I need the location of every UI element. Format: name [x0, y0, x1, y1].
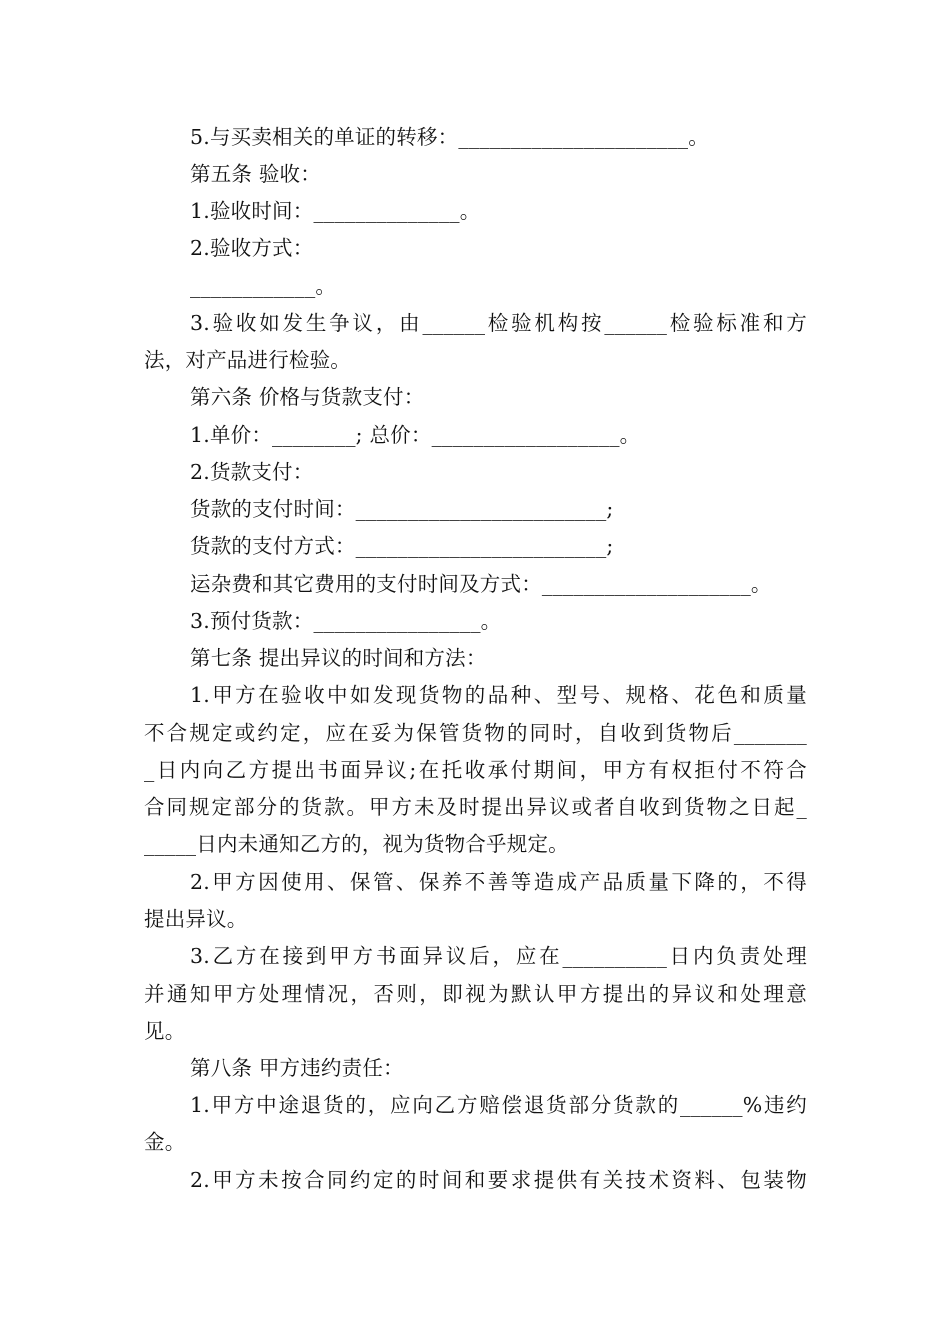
text-line: 2.验收方式：	[190, 236, 314, 260]
text-line: 金。	[144, 1130, 186, 1154]
article-heading: 第七条 提出异议的时间和方法：	[190, 646, 487, 670]
text-line: 合同规定部分的货款。甲方未及时提出异议或者自收到货物之日起_	[144, 795, 807, 819]
text-line: 运杂费和其它费用的支付时间及方式：____________________。	[190, 572, 772, 596]
text-line: 2.甲方因使用、保管、保养不善等造成产品质量下降的，不得	[190, 870, 807, 894]
text-line: _____日内未通知乙方的，视为货物合乎规定。	[144, 832, 569, 856]
text-line: 3.验收如发生争议，由______检验机构按______检验标准和方	[190, 311, 807, 335]
text-line: 1.验收时间：______________。	[190, 199, 481, 223]
text-line: 1.甲方在验收中如发现货物的品种、型号、规格、花色和质量	[190, 683, 807, 707]
text-line: 1.甲方中途退货的，应向乙方赔偿退货部分货款的______%违约	[190, 1093, 807, 1117]
article-heading: 第八条 甲方违约责任：	[190, 1056, 404, 1080]
text-line: 2.甲方未按合同约定的时间和要求提供有关技术资料、包装物	[190, 1168, 807, 1192]
text-line: 货款的支付时间：________________________;	[190, 497, 614, 521]
text-line: 3.乙方在接到甲方书面异议后，应在__________日内负责处理	[190, 944, 807, 968]
text-line: 1.单价：________; 总价：__________________。	[190, 423, 641, 447]
text-line: 见。	[144, 1019, 186, 1043]
text-line: 不合规定或约定，应在妥为保管货物的同时，自收到货物后_______	[144, 721, 807, 745]
text-line: _日内向乙方提出书面异议;在托收承付期间，甲方有权拒付不符合	[144, 758, 807, 782]
text-line: 法，对产品进行检验。	[144, 348, 351, 372]
article-heading: 第五条 验收：	[190, 162, 321, 186]
text-line: 2.货款支付：	[190, 460, 314, 484]
text-line: 3.预付货款：________________。	[190, 609, 502, 633]
text-line: 5.与买卖相关的单证的转移：______________________。	[190, 125, 709, 149]
article-heading: 第六条 价格与货款支付：	[190, 385, 425, 409]
text-line: ____________。	[190, 274, 337, 298]
text-line: 并通知甲方处理情况，否则，即视为默认甲方提出的异议和处理意	[144, 982, 807, 1006]
text-line: 货款的支付方式：________________________;	[190, 534, 614, 558]
text-line: 提出异议。	[144, 907, 248, 931]
